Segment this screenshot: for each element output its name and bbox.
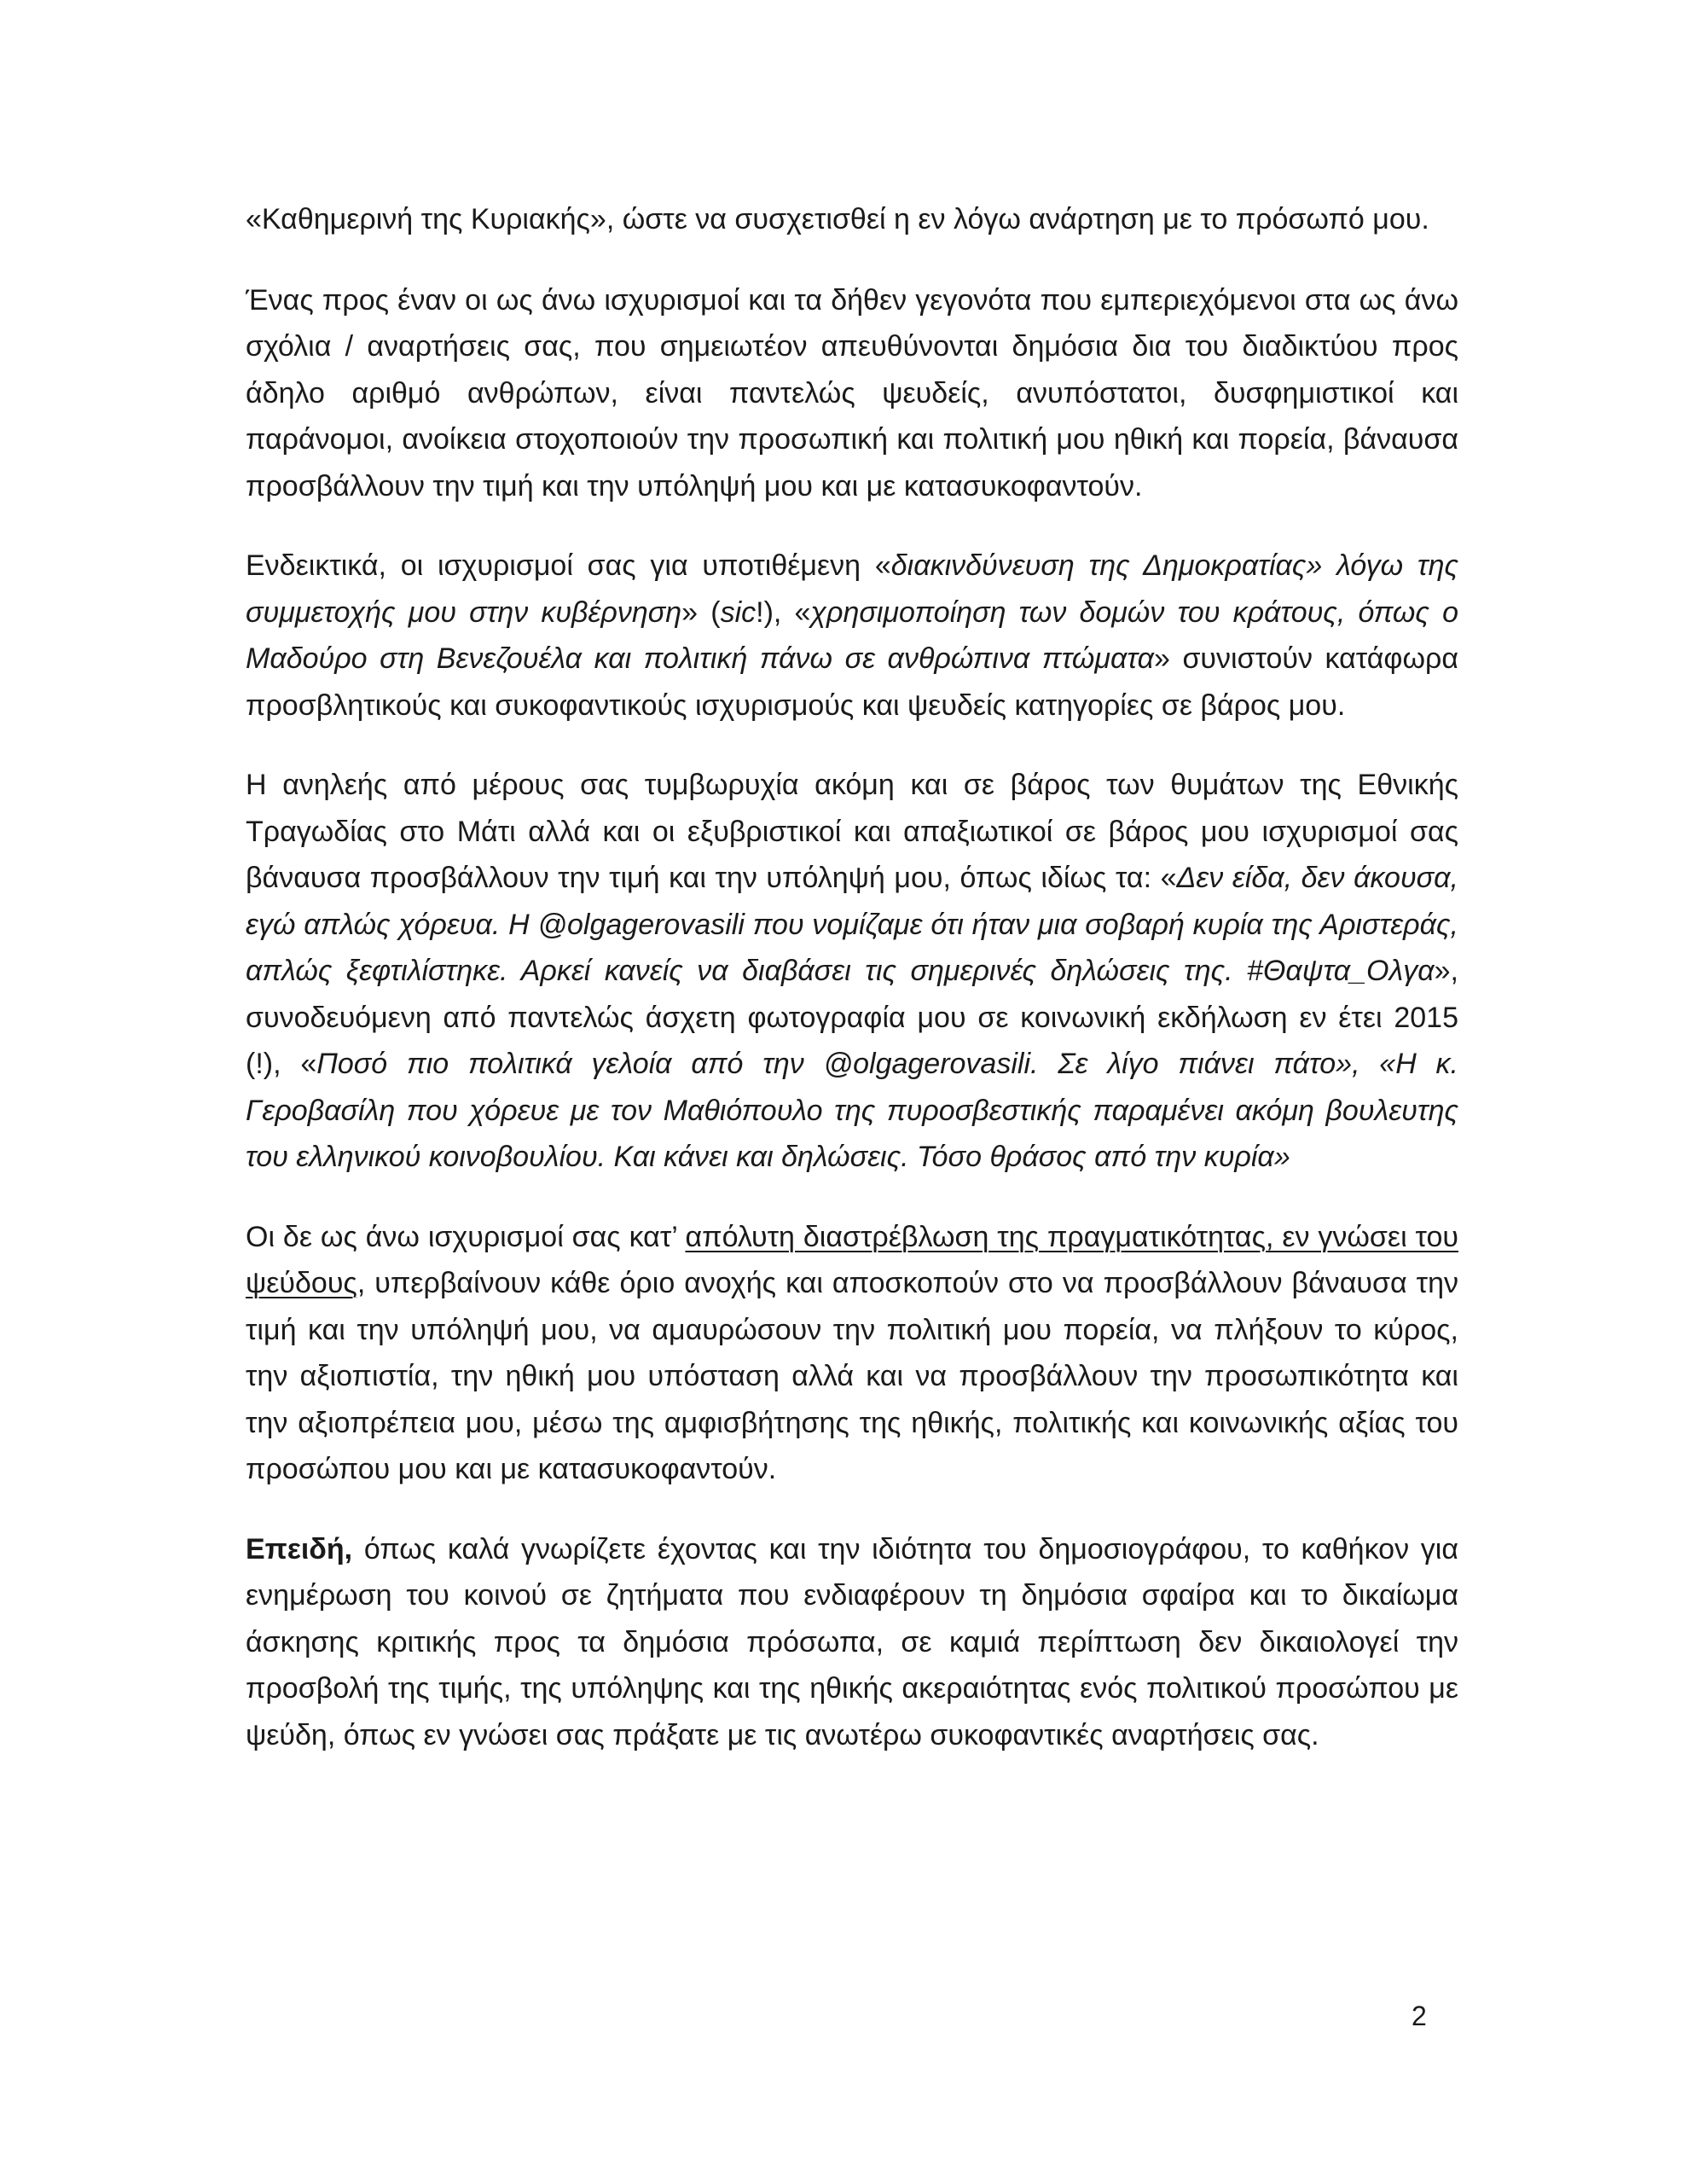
paragraph-5-text-2: , υπερβαίνουν κάθε όριο ανοχής και αποσκοπούν στο να προσβάλλουν βάναυσα την τιμή και την υπόληψή μου, να αμαυρώσουν την πολιτική μου πορεία, να πλήξουν το κύρος, την αξιοπιστία, την ηθική μου υπόσταση αλλά και να προσβάλλουν την προσωπικότητα και την αξιοπρέπεια μου, μέσω της αμφισβήτησης της ηθικής, πολιτικής και κοινωνικής αξίας του προσώπου μου και με κατασυκοφαντούν. — [246, 1267, 1458, 1485]
paragraph-3-quote-1: διακινδύνευση της Δημοκρατίας» λόγω της συμμετοχής μου στην κυβέρνηση — [246, 549, 1458, 629]
paragraph-6 — [246, 1526, 1458, 1759]
paragraph-3-text-2: » ( — [681, 595, 721, 629]
paragraph-3 — [246, 543, 1458, 729]
paragraph-3-text-1: Ενδεικτικά, οι ισχυρισμοί σας για υποτιθέμενη « — [246, 549, 891, 582]
page-number: 2 — [1412, 2001, 1427, 2031]
paragraph-3-sic: sic — [720, 595, 757, 629]
paragraph-4 — [246, 762, 1458, 1181]
paragraph-3-text-3: !), « — [756, 595, 811, 629]
paragraph-3-text-4: » συνιστούν κατάφωρα προσβλητικούς και συκοφαντικούς ισχυρισμούς και ψευδείς κατηγορίες σε βάρος μου. — [246, 642, 1458, 722]
paragraph-3-quote-2: χρησιμοποίηση των δομών του κράτους, όπως ο Μαδούρο στη Βενεζουέλα και πολιτική πάνω σε ανθρώπινα πτώματα — [246, 595, 1458, 675]
paragraph-5 — [246, 1214, 1458, 1493]
paragraph-4-text-2: », συνοδευόμενη από παντελώς άσχετη φωτογραφία μου σε κοινωνική εκδήλωση εν έτει 2015 (!), « — [246, 955, 1458, 1080]
paragraph-6-text: όπως καλά γνωρίζετε έχοντας και την ιδιότητα του δημοσιογράφου, το καθήκον για ενημέρωση του κοινού σε ζητήματα που ενδιαφέρουν τη δημόσια σφαίρα και το δικαίωμα άσκησης κριτικής προς τα δημόσια πρόσωπα, σε καμιά περίπτωση δεν δικαιολογεί την προσβολή της τιμής, της υπόληψης και της ηθικής ακεραιότητας ενός πολιτικού προσώπου με ψεύδη, όπως εν γνώσει σας πράξατε με τις ανωτέρω συκοφαντικές αναρτήσεις σας. — [246, 1532, 1458, 1751]
paragraph-5-text-1: Οι δε ως άνω ισχυρισμοί σας κατ’ — [246, 1220, 686, 1253]
paragraph-4-quote-1: Δεν είδα, δεν άκουσα, εγώ απλώς χόρευα. Η @olgagerovasili που νομίζαμε ότι ήταν μια σοβαρή κυρία της Αριστεράς, απλώς ξεφτιλίστηκε. Αρκεί κανείς να διαβάσει τις σημερινές δηλώσεις της. #Θαψτα_Ολγα — [246, 862, 1458, 987]
paragraph-1 — [246, 196, 1458, 243]
paragraph-5-underlined: απόλυτη διαστρέβλωση της πραγματικότητας, εν γνώσει του ψεύδους — [246, 1220, 1458, 1299]
paragraph-4-text-1: Η ανηλεής από μέρους σας τυμβωρυχία ακόμη και σε βάρος των θυμάτων της Εθνικής Τραγωδίας στο Μάτι αλλά και οι εξυβριστικοί και απαξιωτικοί σε βάρος μου ισχυρισμοί σας βάναυσα προσβάλλουν την τιμή και την υπόληψή μου, όπως ιδίως τα: « — [246, 769, 1458, 894]
paragraph-1-text: «Καθημερινή της Κυριακής», ώστε να συσχετισθεί η εν λόγω ανάρτηση με το πρόσωπό μου. — [246, 203, 1429, 235]
paragraph-6-bold-lead: Επειδή, — [246, 1532, 353, 1565]
paragraph-2-text: Ένας προς έναν οι ως άνω ισχυρισμοί και τα δήθεν γεγονότα που εμπεριεχόμενοι στα ως άνω σχόλια / αναρτήσεις σας, που σημειωτέον απευθύνονται δημόσια δια του διαδικτύου προς άδηλο αριθμό ανθρώπων, είναι παντελώς ψευδείς, ανυπόστατοι, δυσφημιστικοί και παράνομοι, ανοίκεια στοχοποιούν την προσωπική και πολιτική μου ηθική και πορεία, βάναυσα προσβάλλουν την τιμή και την υπόληψή μου και με κατασυκοφαντούν. — [246, 283, 1458, 502]
document-page — [246, 196, 1458, 1792]
paragraph-4-quote-2: Ποσό πιο πολιτικά γελοία από την @olgagerovasili. Σε λίγο πιάνει πάτο», «Η κ. Γεροβασίλη που χόρευε με τον Μαθιόπουλο της πυροσβεστικής παραμένει ακόμη βουλευτης του ελληνικού κοινοβουλίου. Και κάνει και δηλώσεις. Τόσο θράσος από την κυρία» — [246, 1048, 1458, 1173]
paragraph-2 — [246, 277, 1458, 510]
